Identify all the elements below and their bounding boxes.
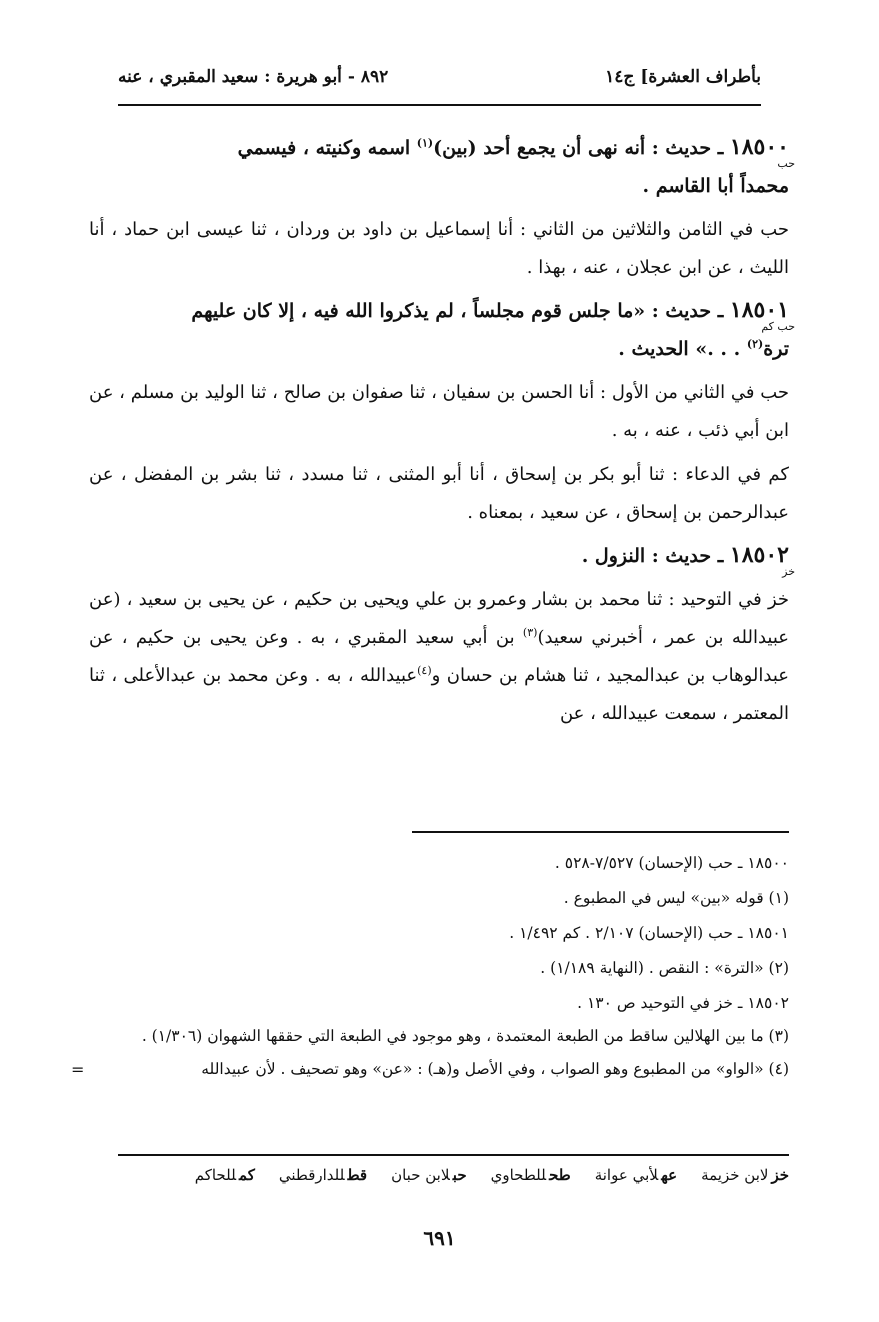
hadith-text: ـ حديث : أنه نهى أن يجمع أحد (بين) (433, 137, 724, 159)
source-paragraph: كم في الدعاء : ثنا أبو بكر بن إسحاق ، أنا أبو المثنى ، ثنا مسدد ، ثنا بشر بن المفضل ، عن عبدالرحمن بن إسحاق ، عن سعيد ، بمعناه . (89, 464, 789, 523)
footnote-ref: (٢) (746, 337, 764, 351)
footnote-divider (412, 831, 789, 833)
source-paragraph: حب في الثاني من الأول : أنا الحسن بن سفيان ، ثنا صفوان بن صالح ، ثنا الوليد بن مسلم ، عن ابن أبي ذئب ، عنه ، به . (89, 382, 789, 441)
footnote: ١٨٥٠٢ ـ خز في التوحيد ص ١٣٠ . (577, 994, 789, 1012)
hadith-entry-18502 (89, 536, 795, 578)
hadith-text-line2: محمداً أبا القاسم . (642, 175, 789, 197)
legend-divider (118, 1154, 789, 1156)
legend-item: حبلابن حبان (391, 1166, 467, 1184)
source-codes: حب (777, 157, 795, 170)
continuation-mark: = (71, 1060, 85, 1079)
book-title: بأطراف العشرة] ج١٤ (605, 67, 761, 87)
source-text-end: عبيدالله ، به . وعن محمد بن عبدالأعلى ، ثنا المعتمر ، سمعت عبيدالله ، عن (89, 665, 789, 724)
legend-item: كمللحاكم (194, 1166, 255, 1184)
running-header (118, 62, 761, 92)
hadith-entry-18500 (89, 128, 795, 205)
source-codes: حب كم (761, 320, 795, 333)
source-paragraph (89, 581, 789, 733)
footnote: (١) قوله «بين» ليس في المطبوع . (563, 889, 789, 907)
legend-item: خزلابن خزيمة (701, 1166, 789, 1184)
footnote (71, 1052, 789, 1087)
entry-number: ١٨٥٠٢ (729, 542, 789, 568)
hadith-text: ـ حديث : «ما جلس قوم مجلساً ، لم يذكروا الله فيه ، إلا كان عليهم (191, 300, 724, 322)
hadith-text-cont: اسمه وكنيته ، فيسمي (237, 137, 417, 159)
legend-item: قطللدارقطني (278, 1166, 368, 1184)
footnote-ref: (٤) (417, 664, 432, 677)
hadith-entry-18501 (89, 291, 795, 368)
footnotes (71, 846, 789, 1087)
page-number: ٦٩١ (423, 1226, 456, 1250)
footnote-text: (٤) «الواو» من المطبوع وهو الصواب ، وفي الأصل و(هـ) : «عن» وهو تصحيف . لأن عبيدالله (201, 1060, 789, 1078)
header-divider (118, 104, 761, 106)
section-title: ٨٩٢ - أبو هريرة : سعيد المقبري ، عنه (118, 67, 389, 87)
footnote: ١٨٥٠١ ـ حب (الإحسان) ٢/١٠٧ . كم ١/٤٩٢ . (509, 924, 789, 942)
source-text: خز في التوحيد : ثنا محمد بن بشار وعمرو بن علي ويحيى بن حكيم ، عن يحيى بن سعيد ، (عن عبيدالله بن عمر ، أخبرني سعيد) (89, 589, 789, 648)
legend-item: طحللطحاوي (490, 1166, 571, 1184)
footnote-ref: (٣) (522, 626, 538, 639)
source-codes: خز (782, 565, 795, 578)
hadith-text-line2: ترة (763, 338, 789, 360)
footnote-ref: (١) (416, 136, 434, 150)
abbreviation-legend (118, 1166, 789, 1184)
hadith-text-cont: . . .» الحديث . (618, 338, 747, 360)
legend-item: عهلأبي عوانة (594, 1166, 678, 1184)
footnote: ١٨٥٠٠ ـ حب (الإحسان) ٧/٥٢٧-٥٢٨ . (554, 854, 789, 872)
hadith-text: ـ حديث : النزول . (581, 545, 724, 567)
source-paragraph: حب في الثامن والثلاثين من الثاني : أنا إسماعيل بن داود بن وردان ، ثنا عيسى ابن حماد ، أنا الليث ، عن ابن عجلان ، عنه ، بهذا . (89, 219, 789, 278)
entry-number: ١٨٥٠٠ (729, 134, 789, 160)
footnote: (٢) «الترة» : النقص . (النهاية ١/١٨٩) . (540, 959, 789, 977)
entry-number: ١٨٥٠١ (729, 297, 789, 323)
footnote: (٣) ما بين الهلالين ساقط من الطبعة المعتمدة ، وهو موجود في الطبعة التي حققها الشهوان (١/٣٠٦) . (141, 1027, 789, 1045)
main-text (89, 124, 795, 733)
source-text-cont: بن أبي سعيد المقبري ، به . وعن يحيى بن حكيم ، عن عبدالوهاب بن عبدالمجيد ، ثنا هشام بن حسان و (89, 627, 789, 686)
